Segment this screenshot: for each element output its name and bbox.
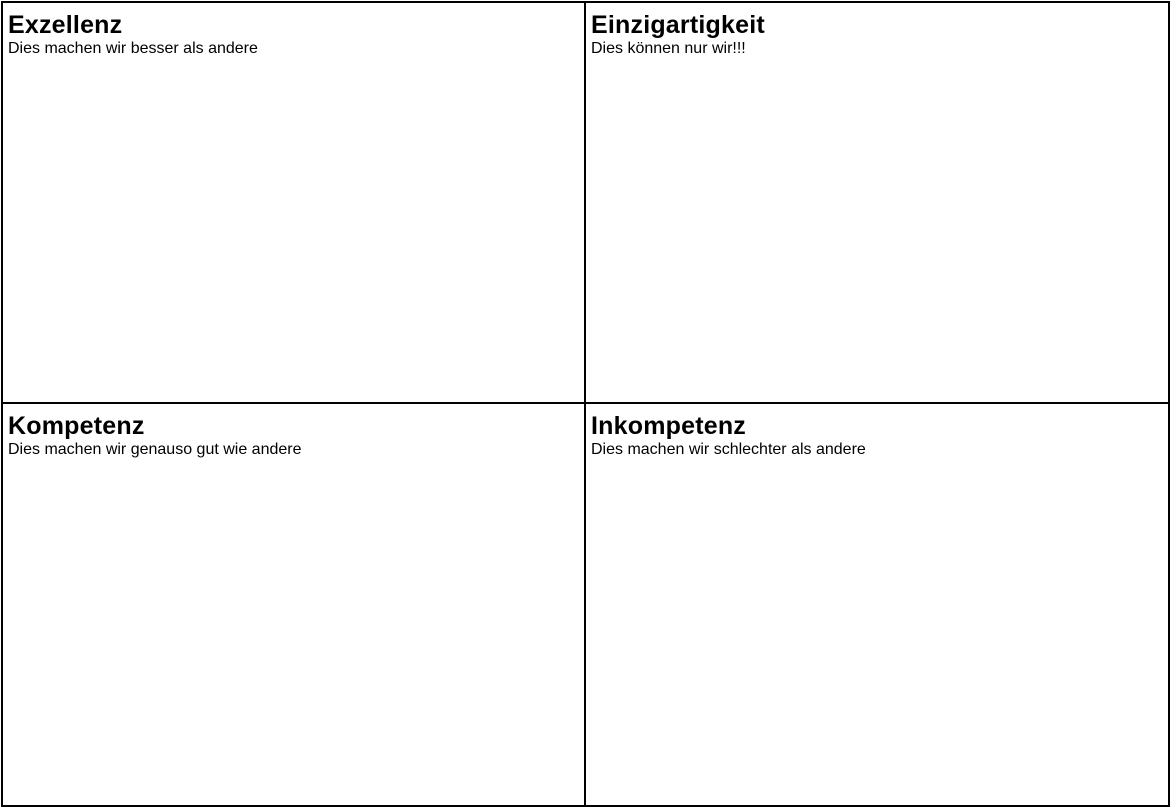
quadrant-title: Einzigartigkeit bbox=[591, 11, 765, 39]
quadrant-uniqueness bbox=[584, 1, 1170, 405]
quadrant-description: Dies machen wir genauso gut wie andere bbox=[8, 441, 302, 458]
quadrant-description: Dies machen wir besser als andere bbox=[8, 40, 258, 57]
quadrant-incompetence bbox=[584, 402, 1170, 807]
quadrant-title: Inkompetenz bbox=[591, 412, 746, 440]
quadrant-title: Exzellenz bbox=[8, 11, 123, 39]
quadrant-description: Dies können nur wir!!! bbox=[591, 40, 746, 57]
quadrant-competence bbox=[1, 402, 587, 807]
quadrant-title: Kompetenz bbox=[8, 412, 145, 440]
quadrant-excellence bbox=[1, 1, 587, 405]
quadrant-description: Dies machen wir schlechter als andere bbox=[591, 441, 866, 458]
